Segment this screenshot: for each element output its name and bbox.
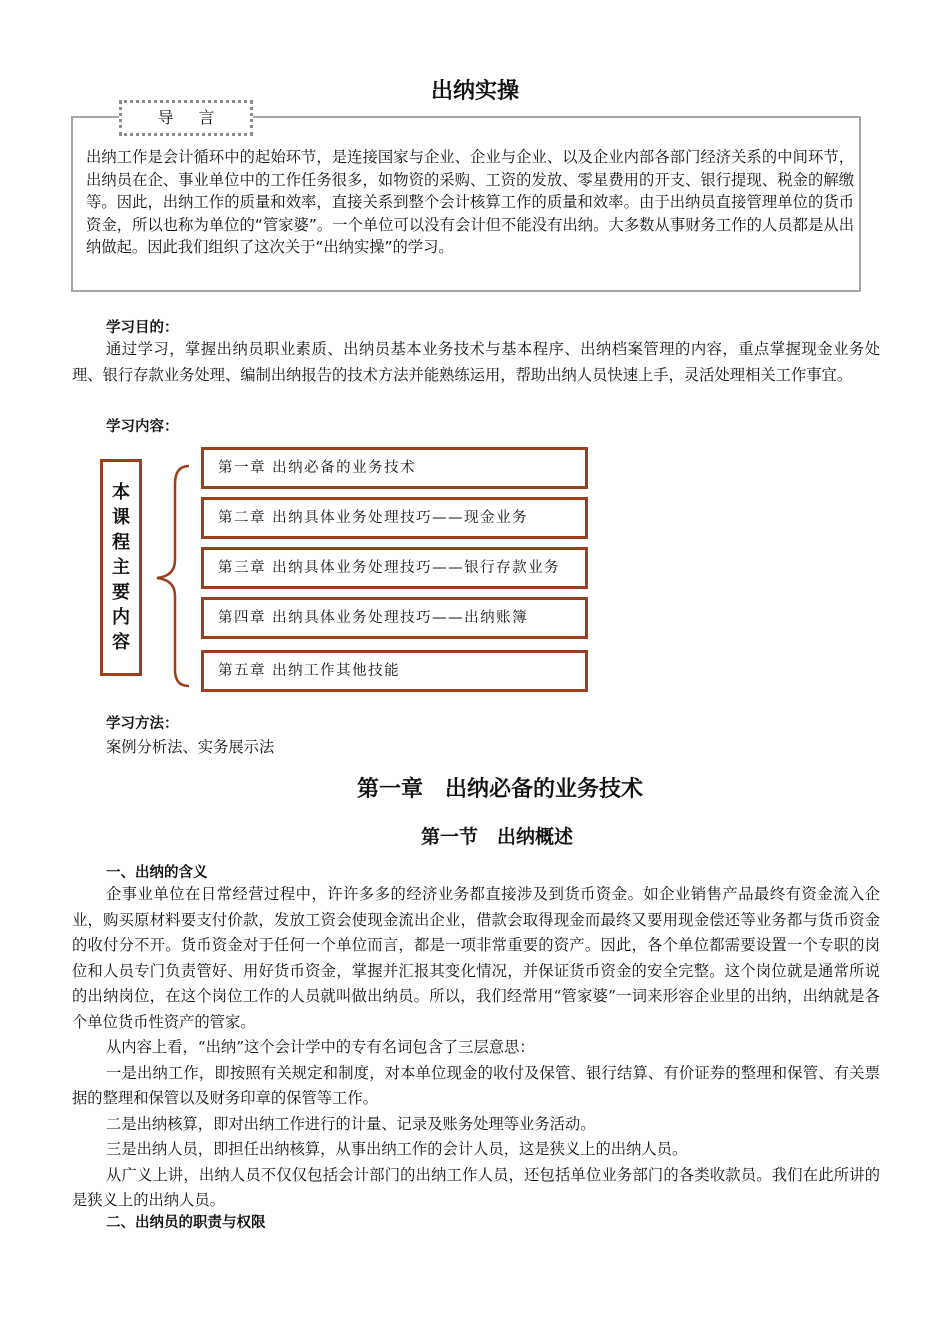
objective-text: 通过学习，掌握出纳员职业素质、出纳员基本业务技术与基本程序、出纳档案管理的内容，重点掌握现金业务处理、银行存款业务处理、编制出纳报告的技术方法并能熟练运用，帮助出纳人员快速上手，灵活处理相关工作事宜。: [72, 340, 880, 384]
side-char: 主: [112, 557, 130, 578]
body-paragraph: 从广义上讲，出纳人员不仅仅包括会计部门的出纳工作人员，还包括单位业务部门的各类收款员。我们在此所讲的是狭义上的出纳人员。: [72, 1165, 880, 1209]
chapter-box-1: 第一章 出纳必备的业务技术: [201, 447, 588, 489]
chapter-box-4: 第四章 出纳具体业务处理技巧——出纳账簿: [201, 597, 588, 639]
body-paragraph: 一是出纳工作，即按照有关规定和制度，对本单位现金的收付及保管、银行结算、有价证券的整理和保管、有关票据的整理和保管以及财务印章的保管等工作。: [72, 1063, 880, 1107]
intro-text: 出纳工作是会计循环中的起始环节，是连接国家与企业、企业与企业、以及企业内部各部门经济关系的中间环节，出纳员在企、事业单位中的工作任务很多，如物资的采购、工资的发放、零星费用的开支、银行提现、税金的解缴等。因此，出纳工作的质量和效率，直接关系到整个会计核算工作的质量和效率。由于出纳员直接管理单位的货币资金，所以也称为单位的“管家婆”。一个单位可以没有会计但不能没有出纳。大多数从事财务工作的人员都是从出纳做起。因此我们组织了这次关于“出纳实操”的学习。: [86, 148, 854, 256]
body-paragraph: 三是出纳人员，即担任出纳核算，从事出纳工作的会计人员，这是狭义上的出纳人员。: [106, 1140, 688, 1158]
side-char: 要: [112, 582, 130, 603]
course-content-label: [100, 459, 142, 676]
method-heading: 学习方法：: [106, 716, 179, 732]
side-char: 程: [112, 532, 130, 553]
side-char: 课: [112, 507, 130, 528]
objective-heading: 学习目的：: [106, 320, 179, 336]
part1-heading: 一、出纳的含义: [106, 865, 208, 881]
intro-label: 导 言: [119, 100, 253, 136]
chapter-box-5: 第五章 出纳工作其他技能: [201, 650, 588, 692]
side-char: 本: [112, 482, 130, 503]
page-title: 出纳实操: [430, 79, 519, 104]
chapter-box-3: 第三章 出纳具体业务处理技巧——银行存款业务: [201, 547, 588, 589]
side-char: 内: [112, 607, 130, 628]
section-body: [72, 882, 880, 1214]
chapter-box-2: 第二章 出纳具体业务处理技巧——现金业务: [201, 497, 588, 539]
part2-heading: 二、出纳员的职责与权限: [106, 1215, 266, 1231]
section-title: 第一节 出纳概述: [420, 826, 573, 848]
body-paragraph: 企事业单位在日常经营过程中，许许多多的经济业务都直接涉及到货币资金。如企业销售产品最终有资金流入企业，购买原材料要支付价款，发放工资会使现金流出企业，借款会取得现金而最终又要用现金偿还等业务都与货币资金的收付分不开。货币资金对于任何一个单位而言，都是一项非常重要的资产。因此，各个单位都需要设置一个专职的岗位和人员专门负责管好、用好货币资金，掌握并汇报其变化情况，并保证货币资金的安全完整。这个岗位就是通常所说的出纳岗位，在这个岗位工作的人员就叫做出纳员。所以，我们经常用“管家婆”一词来形容企业里的出纳，出纳就是各个单位货币性资产的管家。: [72, 885, 880, 1031]
method-text: 案例分析法、实务展示法: [106, 738, 275, 756]
content-heading: 学习内容：: [106, 419, 179, 435]
side-char: 容: [112, 632, 130, 653]
chapter-title: 第一章 出纳必备的业务技术: [356, 777, 643, 802]
body-paragraph: 二是出纳核算，即对出纳工作进行的计量、记录及账务处理等业务活动。: [106, 1114, 596, 1133]
body-paragraph: 从内容上看，“出纳”这个会计学中的专有名词包含了三层意思：: [106, 1038, 535, 1056]
curly-brace-icon: [145, 460, 193, 690]
